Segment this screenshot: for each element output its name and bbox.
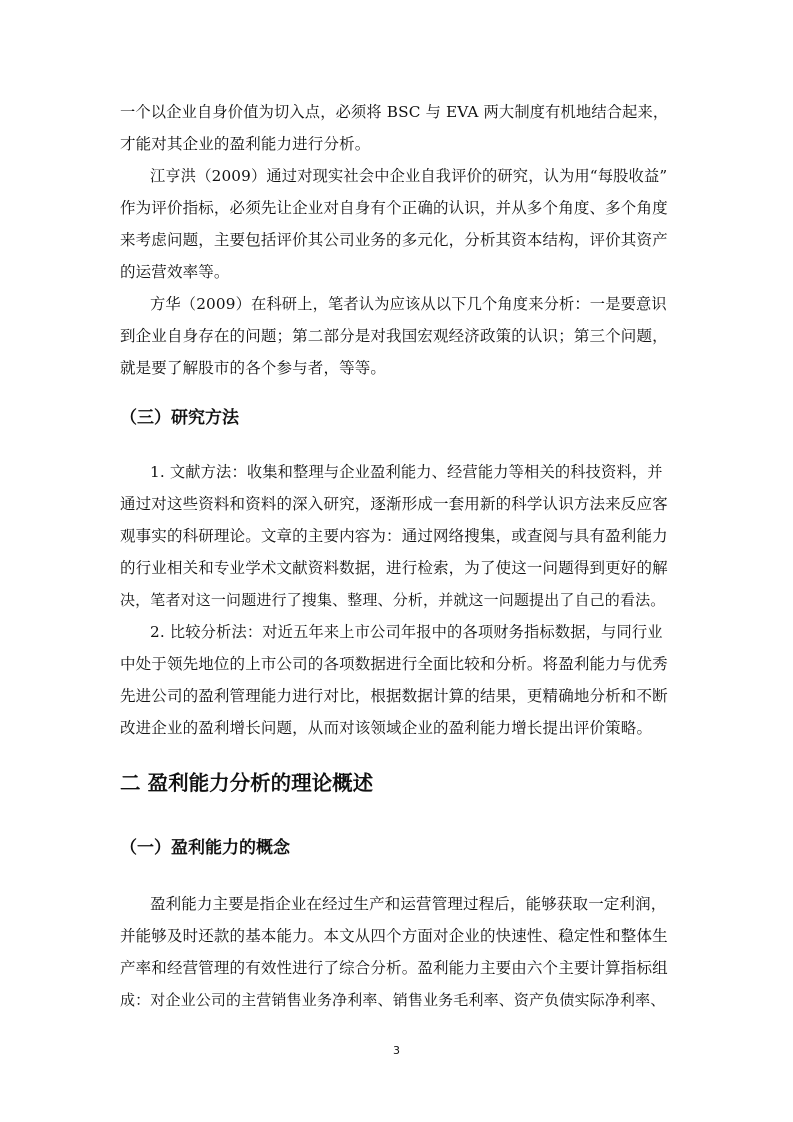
p4-line-1: 1. 文献方法：收集和整理与企业盈利能力、经营能力等相关的科技资料，并 (150, 463, 663, 481)
p4-line-4: 的行业相关和专业学术文献资料数据，进行检索，为了使这一问题得到更好的解 (120, 559, 668, 577)
p3-line-1: 方华（2009）在科研上，笔者认为应该从以下几个角度来分析：一是要意识 (150, 295, 667, 313)
heading-profit-concept: （一）盈利能力的概念 (120, 838, 290, 858)
p1-line-1: 一个以企业自身价值为切入点，必须将 BSC 与 EVA 两大制度有机地结合起来， (120, 103, 669, 121)
p2-line-4: 的运营效率等。 (120, 263, 230, 281)
p6-line-1: 盈利能力主要是指企业在经过生产和运营管理过程后，能够获取一定利润， (150, 895, 667, 913)
p5-line-3: 先进公司的盈利管理能力进行对比，根据数据计算的结果，更精确地分析和不断 (120, 687, 668, 705)
p4-line-2: 通过对这些资料和资料的深入研究，逐渐形成一套用新的科学认识方法来反应客 (120, 495, 668, 513)
heading-research-methods: （三）研究方法 (120, 408, 239, 428)
p6-line-2: 并能够及时还款的基本能力。本文从四个方面对企业的快速性、稳定性和整体生 (120, 927, 668, 945)
page-number: 3 (393, 1044, 400, 1057)
p2-line-2: 作为评价指标，必须先让企业对自身有个正确的认识，并从多个角度、多个角度 (120, 199, 668, 217)
p2-line-3: 来考虑问题，主要包括评价其公司业务的多元化，分析其资本结构，评价其资产 (120, 231, 668, 249)
heading-chapter-two: 二 盈利能力分析的理论概述 (120, 771, 374, 795)
p5-line-2: 中处于领先地位的上市公司的各项数据进行全面比较和分析。将盈利能力与优秀 (120, 655, 668, 673)
p6-line-4: 成：对企业公司的主营销售业务净利率、销售业务毛利率、资产负债实际净利率、 (120, 991, 666, 1009)
p6-line-3: 产率和经营管理的有效性进行了综合分析。盈利能力主要由六个主要计算指标组 (120, 959, 668, 977)
p3-line-2: 到企业自身存在的问题；第二部分是对我国宏观经济政策的认识；第三个问题， (120, 327, 668, 345)
p3-line-3: 就是要了解股市的各个参与者，等等。 (120, 359, 387, 377)
p4-line-3: 观事实的科研理论。文章的主要内容为：通过网络搜集，或查阅与具有盈利能力 (120, 527, 668, 545)
p4-line-5: 决，笔者对这一问题进行了搜集、整理、分析，并就这一问题提出了自己的看法。 (120, 591, 666, 609)
p2-line-1: 江亨洪（2009）通过对现实社会中企业自我评价的研究，认为用“每股收益” (150, 167, 668, 185)
p5-line-4: 改进企业的盈利增长问题，从而对该领域企业的盈利能力增长提出评价策略。 (120, 719, 653, 737)
p1-line-2: 才能对其企业的盈利能力进行分析。 (120, 135, 371, 153)
p5-line-1: 2. 比较分析法：对近五年来上市公司年报中的各项财务指标数据，与同行业 (150, 623, 663, 641)
